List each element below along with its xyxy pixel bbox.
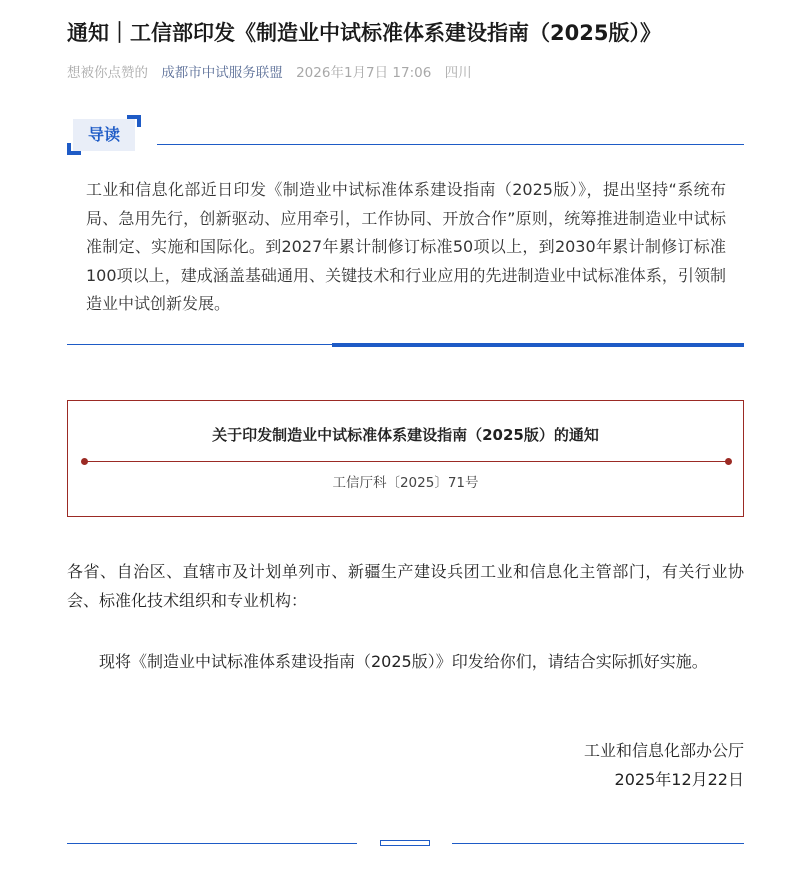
guide-header-divider [157, 144, 744, 145]
guide-badge-label: 导读 [87, 125, 120, 144]
signature-block [584, 736, 744, 794]
notice-divider-dot-right [725, 458, 732, 465]
notice-recipients: 各省、自治区、直辖市及计划单列市、新疆生产建设兵团工业和信息化主管部门，有关行业协会、标准化技术组织和专业机构： [67, 562, 744, 610]
footer-divider-center-mark [380, 840, 430, 846]
guide-bottom-divider-thin [67, 344, 332, 345]
notice-divider [84, 461, 729, 462]
signature-date: 2025年12月22日 [614, 770, 744, 789]
signature-org: 工业和信息化部办公厅 [583, 741, 744, 760]
notice-title: 关于印发制造业中试标准体系建设指南（2025版）的通知 [212, 426, 599, 444]
author-name: 想被你点赞的 [67, 65, 148, 81]
publish-location: 四川 [444, 65, 472, 81]
notice-divider-dot-left [81, 458, 88, 465]
guide-badge [67, 115, 141, 155]
article-meta [67, 62, 481, 84]
guide-bottom-divider-thick [332, 343, 744, 347]
footer-divider-left [67, 843, 357, 844]
article-title: 通知｜工信部印发《制造业中试标准体系建设指南（2025版）》 [67, 21, 661, 45]
notice-header-box [67, 400, 744, 517]
account-name-link[interactable]: 成都市中试服务联盟 [161, 65, 283, 81]
notice-content: 现将《制造业中试标准体系建设指南（2025版）》印发给你们，请结合实际抓好实施。 [99, 652, 708, 671]
notice-document-number: 工信厅科〔2025〕71号 [332, 475, 479, 491]
guide-summary: 工业和信息化部近日印发《制造业中试标准体系建设指南（2025版）》，提出坚持“系统布局、急用先行，创新驱动、应用牵引，工作协同、开放合作”原则，统筹推进制造业中试标准制定、实施和国际化。到2027年累计制修订标准50项以上，到2030年累计制修订标准100项以上，建成涵盖基础通用、关键技术和行业应用的先进制造业中试标准体系，引领制造业中试创新发展。 [86, 180, 726, 313]
publish-datetime: 2026年1月7日 17:06 [296, 65, 432, 81]
footer-divider-right [452, 843, 744, 844]
